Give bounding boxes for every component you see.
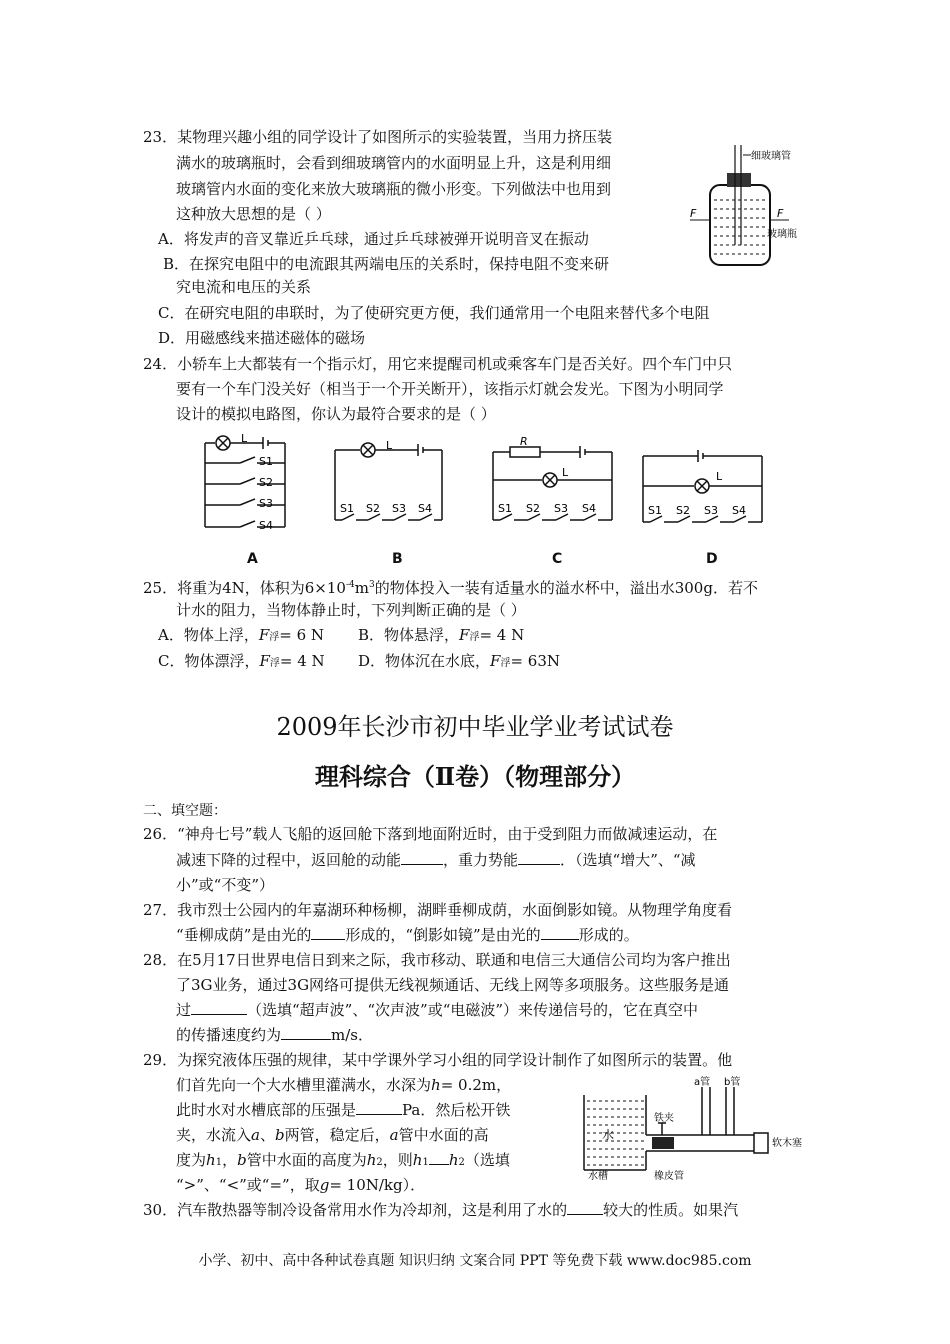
tube-label: 细玻璃管 bbox=[751, 151, 791, 162]
circuit-d-label: D bbox=[706, 551, 718, 567]
q23-stem-line4: 这种放大思想的是（ ） bbox=[176, 205, 331, 223]
circuit-b-s3: S3 bbox=[392, 502, 406, 515]
circuit-c-lamp-label: L bbox=[562, 466, 569, 479]
q29-blank-1[interactable] bbox=[356, 1100, 402, 1115]
q23-option-b-line1: B．在探究电阻中的电流跟其两端电压的关系时，保持电阻不变来研 bbox=[163, 255, 610, 273]
q23-option-d: D．用磁感线来描述磁体的磁场 bbox=[158, 329, 366, 347]
q29-line3: 此时水对水槽底部的压强是 Pa．然后松开铁 bbox=[176, 1101, 511, 1119]
b-tube-label: b管 bbox=[724, 1077, 741, 1088]
q26-line1: 26．“神舟七号”载人飞船的返回舱下落到地面附近时，由于受到阻力而做减速运动，在 bbox=[143, 825, 718, 843]
circuit-b bbox=[330, 438, 450, 528]
q27-blank-2[interactable] bbox=[541, 925, 579, 940]
q25-option-c: C．物体漂浮，F浮= 4 N bbox=[158, 652, 325, 670]
q23-stem-line3: 玻璃管内水面的变化来放大玻璃瓶的微小形变。下列做法中也用到 bbox=[176, 180, 612, 198]
circuit-c-s3: S3 bbox=[554, 502, 568, 515]
q27-blank-1[interactable] bbox=[311, 925, 345, 940]
circuit-c-label: C bbox=[552, 551, 563, 567]
circuit-d-s1: S1 bbox=[648, 504, 662, 517]
bottle-label: 玻璃瓶 bbox=[767, 229, 797, 240]
q30-line1: 30．汽车散热器等制冷设备常用水作为冷却剂，这是利用了水的 较大的性质。如果汽 bbox=[143, 1201, 739, 1219]
circuit-c-resistor-label: R bbox=[520, 436, 528, 448]
q29-line6: “>”、“<”或“=”，取g= 10N/kg）． bbox=[176, 1176, 426, 1194]
circuit-b-label: B bbox=[392, 551, 403, 567]
q23-stem-line2: 满水的玻璃瓶时，会看到细玻璃管内的水面明显上升，这是利用细 bbox=[176, 154, 612, 172]
circuit-d bbox=[638, 444, 768, 530]
circuit-d-s3: S3 bbox=[704, 504, 718, 517]
circuit-a-lamp-label: L bbox=[241, 433, 248, 445]
q25-option-a: A．物体上浮，F浮= 6 N bbox=[158, 626, 325, 644]
circuit-a-s2: S2 bbox=[259, 476, 273, 489]
q28-line1: 28．在5月17日世界电信日到来之际，我市移动、联通和电信三大通信公司均为客户推出 bbox=[143, 951, 731, 969]
q30-blank-1[interactable] bbox=[567, 1200, 603, 1215]
circuit-d-s2: S2 bbox=[676, 504, 690, 517]
q23-option-b-line2: 究电流和电压的关系 bbox=[176, 278, 312, 296]
q24-stem-line3: 设计的模拟电路图，你认为最符合要求的是（ ） bbox=[176, 405, 496, 423]
q23-stem-line1: 23．某物理兴趣小组的同学设计了如图所示的实验装置，当用力挤压装 bbox=[143, 128, 613, 146]
circuit-a-s4: S4 bbox=[259, 519, 273, 532]
q27-line2: “垂柳成荫”是由光的 形成的，“倒影如镜”是由光的 形成的。 bbox=[176, 926, 639, 944]
circuit-d-s4: S4 bbox=[732, 504, 746, 517]
circuit-a bbox=[195, 433, 315, 533]
q28-blank-1[interactable] bbox=[191, 1000, 247, 1015]
a-tube-label: a管 bbox=[694, 1077, 711, 1088]
q29-line2: 们首先向一个大水槽里灌满水，水深为h= 0.2m， bbox=[176, 1076, 512, 1094]
force-left-label: F bbox=[690, 207, 697, 220]
q24-stem-line1: 24．小轿车上大都装有一个指示灯，用它来提醒司机或乘客车门是否关好。四个车门中只 bbox=[143, 355, 733, 373]
page-footer: 小学、初中、高中各种试卷真题 知识归纳 文案合同 PPT 等免费下载 www.doc985.com bbox=[198, 1253, 752, 1269]
bottle-figure bbox=[685, 145, 825, 270]
circuit-c bbox=[488, 436, 618, 528]
circuit-c-s4: S4 bbox=[582, 502, 596, 515]
q29-line4: 夹，水流入a、b两管，稳定后，a管中水面的高 bbox=[176, 1126, 489, 1144]
section-heading: 二、填空题： bbox=[143, 803, 227, 819]
q28-blank-2[interactable] bbox=[281, 1025, 331, 1040]
q24-stem-line2: 要有一个车门没关好（相当于一个开关断开），该指示灯就会发光。下图为小明同学 bbox=[176, 380, 724, 398]
q29-blank-2[interactable] bbox=[429, 1150, 449, 1165]
tank-label: 水槽 bbox=[588, 1171, 608, 1180]
circuit-b-lamp-label: L bbox=[386, 439, 393, 452]
q25-option-b: B．物体悬浮，F浮= 4 N bbox=[358, 626, 525, 644]
q29-line5: 度为h1，b管中水面的高度为h2，则h1 h2（选填 bbox=[176, 1151, 510, 1169]
clamp-label: 铁夹 bbox=[654, 1113, 674, 1124]
exam-title: 2009年长沙市初中毕业学业考试试卷 bbox=[276, 713, 674, 741]
circuit-a-label: A bbox=[247, 551, 258, 567]
q25-option-d: D．物体沉在水底，F浮= 63N bbox=[358, 652, 561, 670]
water-label: 水 bbox=[602, 1128, 615, 1142]
circuit-b-s2: S2 bbox=[366, 502, 380, 515]
circuit-c-s1: S1 bbox=[498, 502, 512, 515]
circuit-d-lamp-label: L bbox=[716, 470, 723, 483]
q25-stem-line2: 计水的阻力，当物体静止时，下列判断正确的是（ ） bbox=[176, 601, 526, 619]
circuit-b-s4: S4 bbox=[418, 502, 432, 515]
force-right-label: F bbox=[777, 207, 784, 220]
exam-subtitle: 理科综合（Ⅱ卷）（物理部分） bbox=[314, 762, 636, 791]
plug-label: 软木塞 bbox=[772, 1138, 802, 1149]
q26-line2: 减速下降的过程中，返回舱的动能 ，重力势能 ．（选填“增大”、“减 bbox=[176, 851, 696, 869]
water-tank-figure bbox=[578, 1075, 828, 1180]
q26-blank-1[interactable] bbox=[401, 850, 443, 865]
q23-option-c: C．在研究电阻的串联时，为了使研究更方便，我们通常用一个电阻来替代多个电阻 bbox=[158, 304, 710, 322]
circuit-a-s1: S1 bbox=[259, 455, 273, 468]
circuit-c-s2: S2 bbox=[526, 502, 540, 515]
hose-label: 橡皮管 bbox=[654, 1171, 684, 1180]
q23-option-a: A．将发声的音叉靠近乒乓球，通过乒乓球被弹开说明音叉在振动 bbox=[158, 230, 589, 248]
q25-stem-line1: 25．将重为4N，体积为$6\times 10^{-4}m^3$的物体投入一装有适量水的溢水杯中，溢出水300g．若不 bbox=[143, 579, 758, 597]
q28-line4: 的传播速度约为 m/s． bbox=[176, 1026, 373, 1044]
circuit-b-s1: S1 bbox=[340, 502, 354, 515]
q29-line1: 29．为探究液体压强的规律，某中学课外学习小组的同学设计制作了如图所示的装置。他 bbox=[143, 1051, 733, 1069]
q27-line1: 27．我市烈士公园内的年嘉湖环种杨柳，湖畔垂柳成荫，水面倒影如镜。从物理学角度看 bbox=[143, 901, 733, 919]
q26-blank-2[interactable] bbox=[518, 850, 560, 865]
q28-line3: 过 （选填“超声波”、“次声波”或“电磁波”）来传递信号的，它在真空中 bbox=[176, 1001, 699, 1019]
q28-line2: 了3G业务，通过3G网络可提供无线视频通话、无线上网等多项服务。这些服务是通 bbox=[176, 976, 730, 994]
q26-line3: 小”或“不变”） bbox=[176, 876, 275, 894]
circuit-a-s3: S3 bbox=[259, 497, 273, 510]
